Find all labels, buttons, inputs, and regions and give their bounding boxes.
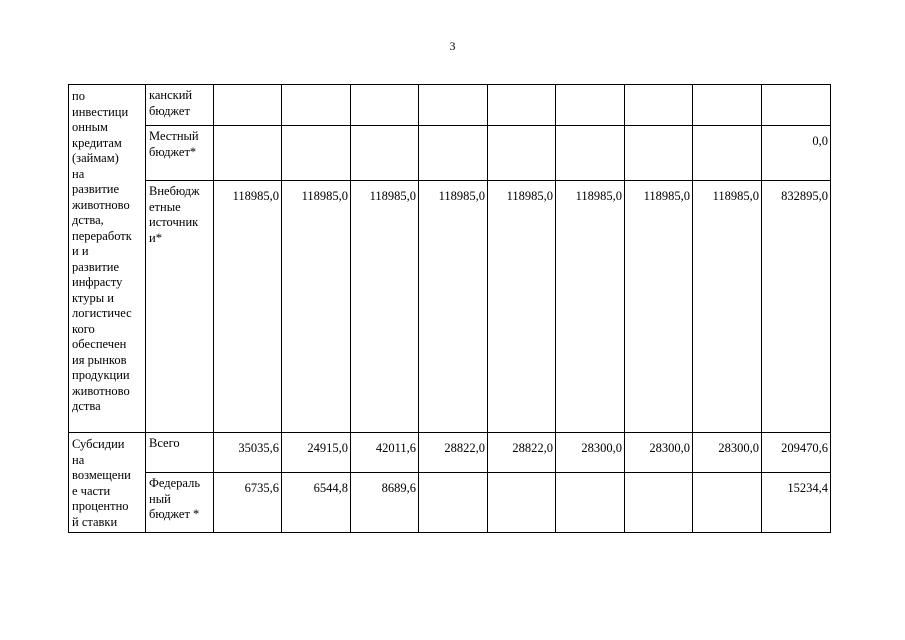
cell-text-line: возмещени bbox=[72, 468, 131, 482]
value-cell bbox=[351, 85, 419, 126]
value-cell bbox=[693, 126, 762, 181]
cell-text-line: логистичес bbox=[72, 306, 132, 320]
cell-text-line: бюджет bbox=[149, 103, 190, 118]
value-cell bbox=[419, 85, 488, 126]
funding-source-cell bbox=[146, 473, 214, 533]
value-cell: 118985,0 bbox=[488, 181, 556, 433]
value-cell: 118985,0 bbox=[419, 181, 488, 433]
cell-text-line: переработк bbox=[72, 228, 132, 243]
value-cell bbox=[556, 126, 625, 181]
cell-text-line: Всего bbox=[149, 436, 180, 450]
cell-text-line: процентно bbox=[72, 499, 129, 513]
cell-text-line: дства, bbox=[72, 213, 104, 227]
cell-text-line: Местный bbox=[149, 129, 199, 143]
cell-text-line: инвестици bbox=[72, 104, 129, 119]
cell-text-line: етные bbox=[149, 199, 181, 214]
value-cell bbox=[625, 126, 693, 181]
value-cell: 28300,0 bbox=[693, 433, 762, 473]
value-cell: 209470,6 bbox=[762, 433, 831, 473]
value-cell: 118985,0 bbox=[693, 181, 762, 433]
funding-source-cell bbox=[146, 181, 214, 433]
value-cell bbox=[625, 85, 693, 126]
cell-text-line: ия рынков bbox=[72, 352, 127, 367]
value-cell bbox=[282, 85, 351, 126]
value-cell: 0,0 bbox=[762, 126, 831, 181]
cell-text-line: животново bbox=[72, 197, 130, 212]
table-row bbox=[69, 473, 831, 533]
value-cell: 6735,6 bbox=[214, 473, 282, 533]
cell-text-line: бюджет* bbox=[149, 144, 197, 159]
value-cell: 8689,6 bbox=[351, 473, 419, 533]
value-cell bbox=[351, 126, 419, 181]
cell-text-line: и* bbox=[149, 230, 162, 245]
budget-table bbox=[68, 84, 831, 533]
cell-text-line: развитие bbox=[72, 259, 120, 274]
value-cell bbox=[556, 473, 625, 533]
cell-text-line: ктуры и bbox=[72, 290, 114, 305]
cell-text-line: Федераль bbox=[149, 476, 201, 490]
value-cell bbox=[693, 85, 762, 126]
value-cell bbox=[214, 85, 282, 126]
cell-text-line: по bbox=[72, 89, 85, 103]
cell-text-line: животново bbox=[72, 383, 130, 398]
cell-text-line: источник bbox=[149, 215, 199, 229]
cell-text-line: Внебюдж bbox=[149, 184, 200, 198]
value-cell bbox=[625, 473, 693, 533]
value-cell: 42011,6 bbox=[351, 433, 419, 473]
cell-text-line: е части bbox=[72, 483, 111, 498]
cell-text-line: на bbox=[72, 452, 85, 467]
table-row bbox=[69, 126, 831, 181]
cell-text-line: дства bbox=[72, 399, 101, 413]
cell-text-line: кого bbox=[72, 321, 95, 336]
cell-text-line: на bbox=[72, 166, 85, 181]
value-cell: 35035,6 bbox=[214, 433, 282, 473]
cell-text-line: й ставки bbox=[72, 514, 118, 529]
cell-text-line: обеспечен bbox=[72, 337, 127, 351]
value-cell: 118985,0 bbox=[351, 181, 419, 433]
cell-text-line: бюджет * bbox=[149, 507, 200, 521]
value-cell bbox=[556, 85, 625, 126]
cell-text-line: (займам) bbox=[72, 151, 119, 165]
value-cell: 28300,0 bbox=[625, 433, 693, 473]
value-cell bbox=[419, 126, 488, 181]
table-row bbox=[69, 181, 831, 433]
value-cell bbox=[419, 473, 488, 533]
value-cell: 6544,8 bbox=[282, 473, 351, 533]
table-row bbox=[69, 85, 831, 126]
cell-text-line: и и bbox=[72, 244, 89, 258]
value-cell: 118985,0 bbox=[214, 181, 282, 433]
measure-name-cell bbox=[69, 433, 146, 533]
value-cell bbox=[488, 473, 556, 533]
budget-table-body bbox=[69, 85, 831, 533]
value-cell: 24915,0 bbox=[282, 433, 351, 473]
cell-text-line: канский bbox=[149, 88, 193, 102]
measure-name-cell bbox=[69, 85, 146, 433]
value-cell: 15234,4 bbox=[762, 473, 831, 533]
cell-text-line: продукции bbox=[72, 368, 130, 382]
funding-source-cell bbox=[146, 85, 214, 126]
cell-text-line: развитие bbox=[72, 182, 120, 196]
cell-text-line: кредитам bbox=[72, 135, 122, 150]
value-cell bbox=[488, 126, 556, 181]
value-cell: 28822,0 bbox=[419, 433, 488, 473]
page-number: 3 bbox=[449, 39, 456, 53]
funding-source-cell bbox=[146, 126, 214, 181]
funding-source-cell bbox=[146, 433, 214, 473]
cell-text-line: инфрасту bbox=[72, 275, 123, 289]
table-row bbox=[69, 433, 831, 473]
value-cell: 118985,0 bbox=[625, 181, 693, 433]
cell-text-line: Субсидии bbox=[72, 437, 125, 451]
value-cell: 118985,0 bbox=[556, 181, 625, 433]
value-cell: 832895,0 bbox=[762, 181, 831, 433]
value-cell: 28300,0 bbox=[556, 433, 625, 473]
value-cell bbox=[214, 126, 282, 181]
cell-text-line: онным bbox=[72, 120, 108, 134]
value-cell bbox=[762, 85, 831, 126]
value-cell bbox=[693, 473, 762, 533]
value-cell: 28822,0 bbox=[488, 433, 556, 473]
cell-text-line: ный bbox=[149, 491, 171, 506]
value-cell bbox=[282, 126, 351, 181]
value-cell: 118985,0 bbox=[282, 181, 351, 433]
value-cell bbox=[488, 85, 556, 126]
